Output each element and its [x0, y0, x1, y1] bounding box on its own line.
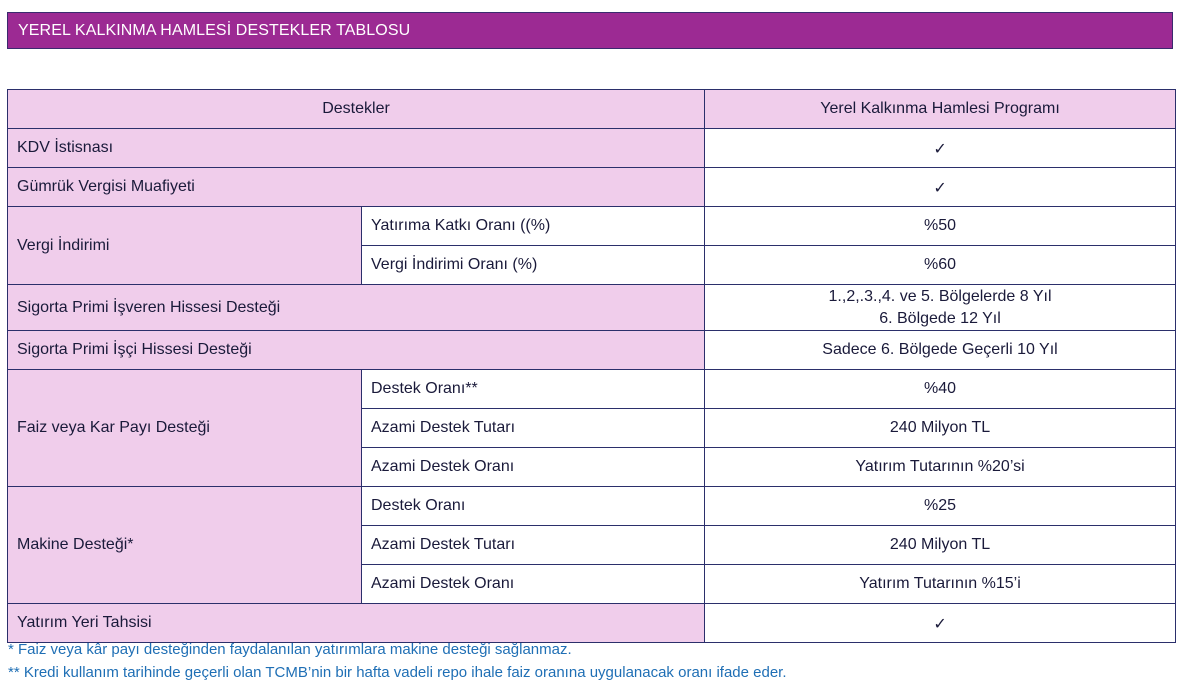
header-program: Yerel Kalkınma Hamlesi Programı: [705, 90, 1176, 129]
table-header-row: [8, 90, 1176, 129]
table-row: [8, 207, 1176, 246]
table-row: [8, 168, 1176, 207]
sub-label: Azami Destek Oranı: [362, 565, 705, 604]
check-icon: ✓: [705, 604, 1176, 643]
cell-value: 240 Milyon TL: [705, 526, 1176, 565]
header-destekler: Destekler: [8, 90, 705, 129]
table-row: [8, 604, 1176, 643]
cell-value: %40: [705, 370, 1176, 409]
sub-label: Azami Destek Tutarı: [362, 409, 705, 448]
footnote-2: ** Kredi kullanım tarihinde geçerli olan TCMB’nin bir hafta vadeli repo ihale faiz oranına uygulanacak oranı ifade eder.: [8, 664, 787, 681]
footnotes: [8, 638, 787, 684]
cell-value: Sadece 6. Bölgede Geçerli 10 Yıl: [705, 331, 1176, 370]
table-row: [8, 331, 1176, 370]
check-icon: ✓: [705, 129, 1176, 168]
cell-value: Yatırım Tutarının %20’si: [705, 448, 1176, 487]
cell-value: 240 Milyon TL: [705, 409, 1176, 448]
row-label-makine: Makine Desteği*: [8, 487, 362, 604]
row-label-yatirim-yeri: Yatırım Yeri Tahsisi: [8, 604, 705, 643]
cell-value: [705, 285, 1176, 331]
sub-label: Azami Destek Oranı: [362, 448, 705, 487]
sub-label: Destek Oranı: [362, 487, 705, 526]
table-row: [8, 285, 1176, 331]
row-label-gumruk: Gümrük Vergisi Muafiyeti: [8, 168, 705, 207]
sub-label: Yatırıma Katkı Oranı ((%): [362, 207, 705, 246]
row-label-kdv: KDV İstisnası: [8, 129, 705, 168]
cell-value: %25: [705, 487, 1176, 526]
table-title: YEREL KALKINMA HAMLESİ DESTEKLER TABLOSU: [7, 12, 1173, 49]
sub-label: Vergi İndirimi Oranı (%): [362, 246, 705, 285]
sub-label: Azami Destek Tutarı: [362, 526, 705, 565]
supports-table: [7, 89, 1176, 643]
check-icon: ✓: [705, 168, 1176, 207]
row-label-vergi: Vergi İndirimi: [8, 207, 362, 285]
row-label-sigorta-isci: Sigorta Primi İşçi Hissesi Desteği: [8, 331, 705, 370]
cell-value: %60: [705, 246, 1176, 285]
value-line: 1.,2,.3.,4. ve 5. Bölgelerde 8 Yıl: [828, 287, 1052, 305]
sub-label: Destek Oranı**: [362, 370, 705, 409]
table-row: [8, 487, 1176, 526]
cell-value: %50: [705, 207, 1176, 246]
footnote-1: * Faiz veya kâr payı desteğinden faydalanılan yatırımlara makine desteği sağlanmaz.: [8, 641, 572, 658]
row-label-faiz: Faiz veya Kar Payı Desteği: [8, 370, 362, 487]
cell-value: Yatırım Tutarının %15’i: [705, 565, 1176, 604]
value-line: 6. Bölgede 12 Yıl: [879, 309, 1001, 327]
row-label-sigorta-isveren: Sigorta Primi İşveren Hissesi Desteği: [8, 285, 705, 331]
table-row: [8, 129, 1176, 168]
table-row: [8, 370, 1176, 409]
